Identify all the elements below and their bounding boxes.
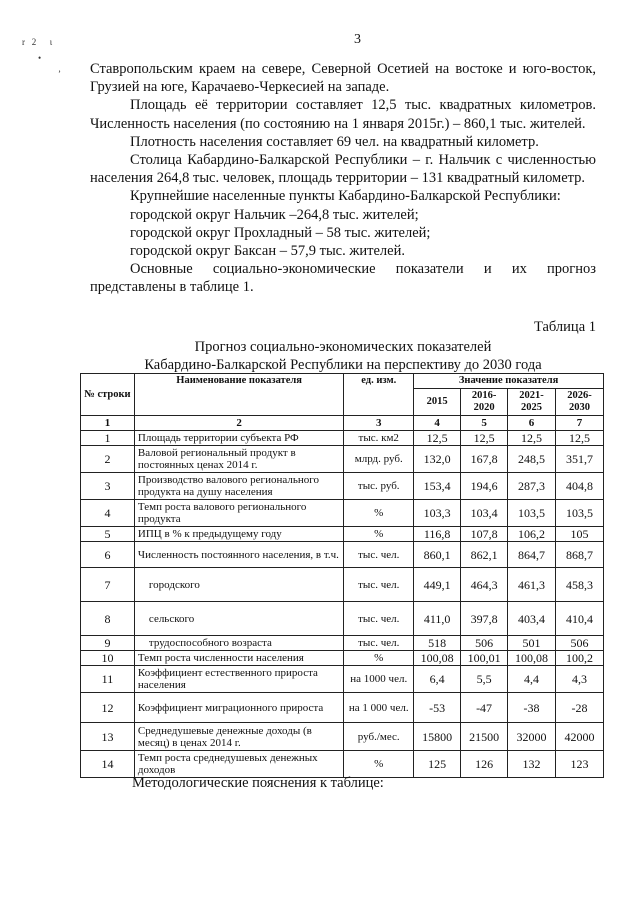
value-cell: 100,01 <box>461 651 508 666</box>
value-cell: 12,5 <box>556 431 604 446</box>
row-number-cell: 11 <box>81 666 135 693</box>
row-number-cell: 13 <box>81 723 135 751</box>
value-cell: 411,0 <box>414 602 461 636</box>
value-cell: 403,4 <box>508 602 556 636</box>
paragraph: Основные социально-экономические показатели и их прогноз представлены в таблице 1. <box>90 261 596 296</box>
indicator-name-cell: Коэффициент естественного прироста населения <box>134 666 343 693</box>
unit-cell: % <box>344 527 414 542</box>
unit-cell: тыс. чел. <box>344 602 414 636</box>
paragraph: Столица Кабардино-Балкарской Республики – г. Нальчик с численностью населения 264,8 тыс. человек, площадь территории – 131 квадратный километр. <box>90 152 596 187</box>
unit-cell: тыс. чел. <box>344 636 414 651</box>
value-cell: 461,3 <box>508 568 556 602</box>
value-cell: 126 <box>461 751 508 778</box>
table-row <box>81 636 604 651</box>
index-cell: 7 <box>556 416 604 431</box>
value-cell: 32000 <box>508 723 556 751</box>
value-cell: 6,4 <box>414 666 461 693</box>
table-row <box>81 602 604 636</box>
value-cell: 287,3 <box>508 473 556 500</box>
value-cell: 404,8 <box>556 473 604 500</box>
header-row-no: № строки <box>81 374 135 416</box>
index-cell: 6 <box>508 416 556 431</box>
value-cell: 106,2 <box>508 527 556 542</box>
header-year: 2016-2020 <box>461 389 508 416</box>
table-row <box>81 500 604 527</box>
unit-cell: тыс. руб. <box>344 473 414 500</box>
unit-cell: на 1 000 чел. <box>344 693 414 723</box>
row-number-cell: 10 <box>81 651 135 666</box>
value-cell: 116,8 <box>414 527 461 542</box>
index-row <box>81 416 604 431</box>
row-number-cell: 14 <box>81 751 135 778</box>
index-cell: 1 <box>81 416 135 431</box>
value-cell: 15800 <box>414 723 461 751</box>
row-number-cell: 4 <box>81 500 135 527</box>
indicator-name-cell: Среднедушевые денежные доходы (в месяц) в ценах 2014 г. <box>134 723 343 751</box>
value-cell: 21500 <box>461 723 508 751</box>
indicator-name-cell: городского <box>134 568 343 602</box>
table-row <box>81 568 604 602</box>
value-cell: 864,7 <box>508 542 556 568</box>
indicator-name-cell: Темп роста численности населения <box>134 651 343 666</box>
value-cell: 501 <box>508 636 556 651</box>
forecast-table <box>80 373 604 778</box>
table-row <box>81 666 604 693</box>
value-cell: 4,3 <box>556 666 604 693</box>
paragraph: Крупнейшие населенные пункты Кабардино-Балкарской Республики: <box>130 188 561 205</box>
header-name: Наименование показателя <box>134 374 343 416</box>
row-number-cell: 2 <box>81 446 135 473</box>
value-cell: 132,0 <box>414 446 461 473</box>
value-cell: 105 <box>556 527 604 542</box>
value-cell: 868,7 <box>556 542 604 568</box>
value-cell: -53 <box>414 693 461 723</box>
index-cell: 3 <box>344 416 414 431</box>
value-cell: 410,4 <box>556 602 604 636</box>
unit-cell: на 1000 чел. <box>344 666 414 693</box>
indicator-name-cell: Производство валового регионального продукта на душу населения <box>134 473 343 500</box>
unit-cell: % <box>344 500 414 527</box>
value-cell: 351,7 <box>556 446 604 473</box>
unit-cell: млрд. руб. <box>344 446 414 473</box>
value-cell: 167,8 <box>461 446 508 473</box>
unit-cell: % <box>344 751 414 778</box>
list-item: городской округ Баксан – 57,9 тыс. жителей. <box>130 243 405 260</box>
table-row <box>81 751 604 778</box>
value-cell: 100,08 <box>414 651 461 666</box>
index-cell: 2 <box>134 416 343 431</box>
value-cell: -47 <box>461 693 508 723</box>
table-row <box>81 723 604 751</box>
header-year: 2021-2025 <box>508 389 556 416</box>
margin-mark: ʼ <box>58 69 61 79</box>
list-item: городской округ Прохладный – 58 тыс. жителей; <box>130 224 431 241</box>
value-cell: 132 <box>508 751 556 778</box>
margin-mark: r <box>22 37 25 47</box>
table-row <box>81 446 604 473</box>
body-text <box>90 60 596 297</box>
value-cell: 12,5 <box>508 431 556 446</box>
indicator-name-cell: ИПЦ в % к предыдущему году <box>134 527 343 542</box>
value-cell: 12,5 <box>461 431 508 446</box>
value-cell: 100,08 <box>508 651 556 666</box>
indicator-name-cell: трудоспособного возраста <box>134 636 343 651</box>
page-number: 3 <box>354 32 361 47</box>
header-values: Значение показателя <box>414 374 604 389</box>
indicator-name-cell: Численность постоянного населения, в т.ч. <box>134 542 343 568</box>
value-cell: 4,4 <box>508 666 556 693</box>
margin-mark: 2 <box>31 37 37 47</box>
value-cell: 5,5 <box>461 666 508 693</box>
index-cell: 5 <box>461 416 508 431</box>
unit-cell: тыс. чел. <box>344 542 414 568</box>
margin-marks <box>22 34 61 82</box>
value-cell: 42000 <box>556 723 604 751</box>
row-number-cell: 12 <box>81 693 135 723</box>
value-cell: 12,5 <box>414 431 461 446</box>
table-label: Таблица 1 <box>533 319 596 335</box>
list-item: городской округ Нальчик –264,8 тыс. жителей; <box>130 206 419 223</box>
indicator-name-cell: Темп роста валового регионального продукта <box>134 500 343 527</box>
table-title <box>90 338 596 374</box>
value-cell: 194,6 <box>461 473 508 500</box>
indicator-name-cell: сельского <box>134 602 343 636</box>
value-cell: 506 <box>461 636 508 651</box>
value-cell: 103,3 <box>414 500 461 527</box>
table-title-line: Прогноз социально-экономических показателей <box>194 339 492 355</box>
margin-mark: • <box>38 53 42 63</box>
paragraph: Площадь её территории составляет 12,5 тыс. квадратных километров. Численность населения (по состоянию на 1 января 2015г.) – 860,1 тыс. жителей. <box>90 97 596 132</box>
table-row <box>81 473 604 500</box>
value-cell: 862,1 <box>461 542 508 568</box>
value-cell: 107,8 <box>461 527 508 542</box>
indicator-name-cell: Площадь территории субъекта РФ <box>134 431 343 446</box>
footer-note: Методологические пояснения к таблице: <box>132 775 384 791</box>
table-row <box>81 651 604 666</box>
value-cell: 464,3 <box>461 568 508 602</box>
value-cell: 103,4 <box>461 500 508 527</box>
header-year: 2015 <box>414 389 461 416</box>
paragraph: Плотность населения составляет 69 чел. на квадратный километр. <box>130 133 539 150</box>
value-cell: 100,2 <box>556 651 604 666</box>
row-number-cell: 3 <box>81 473 135 500</box>
value-cell: 248,5 <box>508 446 556 473</box>
value-cell: 397,8 <box>461 602 508 636</box>
table-row <box>81 693 604 723</box>
header-year: 2026-2030 <box>556 389 604 416</box>
indicator-name-cell: Валовой региональный продукт в постоянных ценах 2014 г. <box>134 446 343 473</box>
value-cell: 860,1 <box>414 542 461 568</box>
row-number-cell: 5 <box>81 527 135 542</box>
unit-cell: тыс. чел. <box>344 568 414 602</box>
value-cell: 449,1 <box>414 568 461 602</box>
value-cell: 506 <box>556 636 604 651</box>
table-row <box>81 542 604 568</box>
value-cell: 103,5 <box>556 500 604 527</box>
unit-cell: руб./мес. <box>344 723 414 751</box>
header-unit: ед. изм. <box>344 374 414 416</box>
value-cell: -28 <box>556 693 604 723</box>
value-cell: 123 <box>556 751 604 778</box>
unit-cell: тыс. км2 <box>344 431 414 446</box>
value-cell: 103,5 <box>508 500 556 527</box>
row-number-cell: 6 <box>81 542 135 568</box>
indicator-name-cell: Темп роста среднедушевых денежных доходов <box>134 751 343 778</box>
value-cell: 153,4 <box>414 473 461 500</box>
table-title-line: Кабардино-Балкарской Республики на перспективу до 2030 года <box>144 357 542 373</box>
row-number-cell: 8 <box>81 602 135 636</box>
value-cell: 458,3 <box>556 568 604 602</box>
indicator-name-cell: Коэффициент миграционного прироста <box>134 693 343 723</box>
unit-cell: % <box>344 651 414 666</box>
index-cell: 4 <box>414 416 461 431</box>
table-body <box>81 431 604 778</box>
value-cell: -38 <box>508 693 556 723</box>
row-number-cell: 1 <box>81 431 135 446</box>
value-cell: 518 <box>414 636 461 651</box>
margin-mark: ι <box>49 37 53 47</box>
row-number-cell: 7 <box>81 568 135 602</box>
table-row <box>81 431 604 446</box>
row-number-cell: 9 <box>81 636 135 651</box>
table-row <box>81 527 604 542</box>
paragraph: Ставропольским краем на севере, Северной Осетией на востоке и юго-восток, Грузией на юге, Карачаево-Черкесией на западе. <box>90 61 596 96</box>
value-cell: 125 <box>414 751 461 778</box>
